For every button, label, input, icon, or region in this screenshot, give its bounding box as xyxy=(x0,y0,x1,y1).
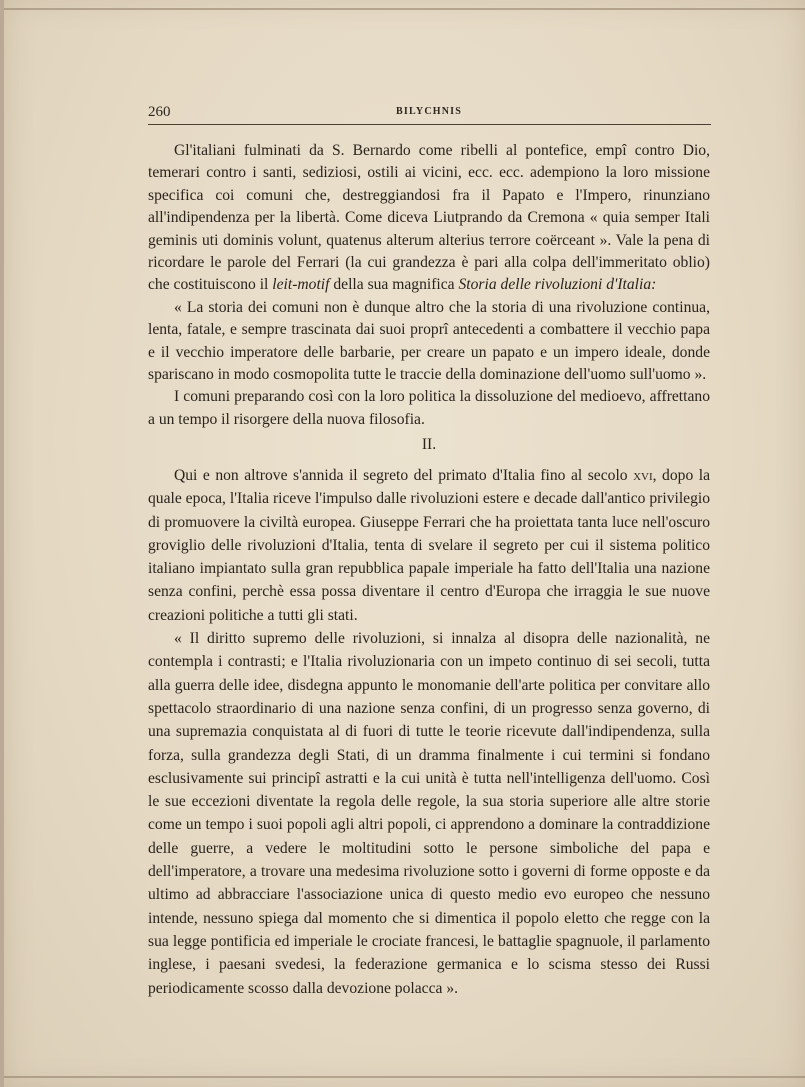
page-header xyxy=(148,104,710,126)
section-1-text xyxy=(148,140,710,431)
italic-term: leit-motif xyxy=(272,276,330,294)
paragraph-text: Gl'italiani fulminati da S. Bernardo come ribelli al pontefice, empî contro Dio, temerari contro i santi, sediziosi, ostili ai vicini, ecc. ecc. adempiono la loro missione specifica coi comuni che, destreggiandosi fra il Papato e l'Impero, rinunziano all'indipendenza per la libertà. Come diceva Liutprando da Cremona « quia semper Itali geminis uti dominis volunt, quatenus alterum alterius terrore coërceant ». Vale la pena di ricordare le parole del Ferrari (la cui grandezza è pari alla colpa dell'immeritato oblio) che costituiscono il xyxy=(148,142,710,294)
century-numeral: xvi xyxy=(633,467,653,484)
paragraph: I comuni preparando così con la loro politica la dissoluzione del medioevo, affrettano a un tempo il risorgere della nuova filosofia. xyxy=(148,388,710,428)
paragraph-text: , dopo la quale epoca, l'Italia riceve l'impulso dalle rivoluzioni estere e decade dall'antico privilegio di promuovere la civiltà europea. Giuseppe Ferrari che ha proiettata tanta luce nell'oscuro groviglio delle rivoluzioni d'Italia, tenta di svelare il segreto per cui il sistema politico italiano impiantato sulla gran repubblica papale imperiale ha fatto dell'Italia una nazione senza confini, perchè essa possa diventare il centro d'Europa che irraggia le sue nuove creazioni politiche a tutti gli stati. xyxy=(148,467,711,624)
paragraph xyxy=(148,140,710,297)
header-rule xyxy=(148,124,711,125)
section-number: II. xyxy=(421,436,437,453)
paragraph-text: Qui e non altrove s'annida il segreto del primato d'Italia fino al secolo xyxy=(174,467,634,484)
quote-paragraph: « La storia dei comuni non è dunque altro che la storia di una rivoluzione continua, lenta, fatale, e sempre trascinata dai suoi proprî antecedenti a combattere il vecchio papa e il vecchio imperatore delle barbarie, per creare un papato e un impero ideale, donde spariscano in modo cosmopolita tutte le traccie della dominazione dell'uomo sull'uomo ». xyxy=(148,298,710,384)
top-edge-line xyxy=(4,8,805,10)
italic-book-title: Storia delle rivoluzioni d'Italia: xyxy=(458,276,657,294)
paragraph-text: della sua magnifica xyxy=(329,276,459,294)
quote-paragraph: « Il diritto supremo delle rivoluzioni, si innalza al disopra delle nazionalità, ne contempla i contrasti; e l'Italia rivoluzionaria con un impeto continuo di sei secoli, tutta alla guerra delle idee, disdegna appunto le monomanie dell'arte politica per convitare allo spettacolo straordinario di una nazione senza confini, di un progresso senza governo, di una supremazia conquistata al di fuori di tutte le teorie ricevute dall'indipendenza, sulla forza, sulla grandezza degli Stati, di un dramma finalmente i cui termini si fondano esclusivamente sui principî astratti e la cui unità è tutta nell'intelligenza dell'uomo. Così le sue eccezioni diventate la regola delle regole, la sua storia superiore alle altre storie come un tempo i suoi popoli agli altri popoli, ci apprendono a dominare la contraddizione delle guerre, a vedere le moltitudini sotto le persone simboliche del papa e dell'imperatore, a trovare una medesima rivoluzione sotto i governi di forme opposte e da ultimo ad abbracciare l'associazione unica di questo medio evo europeo che nessuno intende, nessuno spiega dal momento che si dimentica il popolo eletto che regge con la sua legge pontificia ed imperiale le crociate francesi, le battaglie spagnuole, il parlamento inglese, i paesani svedesi, la federazione germanica e lo scisma stesso dei Russi periodicamente scosso dalla devozione polacca ». xyxy=(148,630,710,997)
section-2-text xyxy=(148,464,710,1000)
bottom-edge-line xyxy=(4,1076,805,1078)
paragraph xyxy=(148,464,710,627)
page-number: 260 xyxy=(148,104,171,120)
running-title: BILYCHNIS xyxy=(395,106,462,117)
